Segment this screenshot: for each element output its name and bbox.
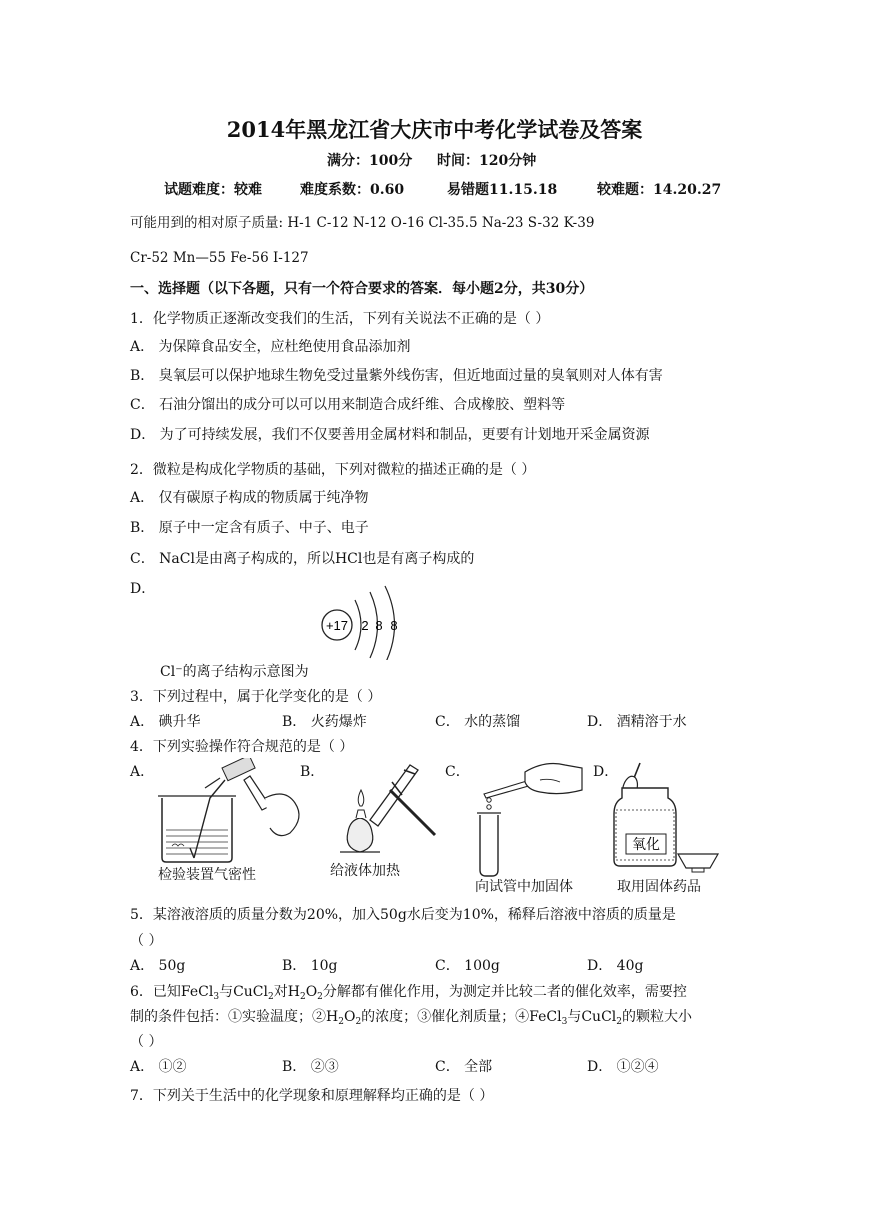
q1-option-b: B． 臭氧层可以保护地球生物免受过量紫外线伤害，但近地面过量的臭氧则对人体有害 xyxy=(130,368,663,384)
harder-questions: 较难题：14.20.27 xyxy=(597,182,722,198)
nucleus-charge: +17 xyxy=(325,618,349,633)
q4-stem: 4．下列实验操作符合规范的是（ ） xyxy=(130,739,354,755)
q6-conditions: 制的条件包括：①实验温度；$②H_2O_2$的浓度；③催化剂质量；④FeCl$_3$与CuCl$_2$的颗粒大小 xyxy=(130,1009,692,1027)
q7-stem: 7．下列关于生活中的化学现象和原理解释均正确的是（ ） xyxy=(130,1088,494,1104)
q1-option-a: A． 为保障食品安全，应杜绝使用食品添加剂 xyxy=(130,339,411,355)
take-solid-figure xyxy=(612,758,727,876)
easy-wrong-questions: 易错题11.15.18 xyxy=(447,182,558,198)
q3-option-d: D． 酒精溶于水 xyxy=(587,714,687,730)
q5-option-c: C． 100g xyxy=(435,958,500,974)
q6-option-c: C． 全部 xyxy=(435,1059,493,1075)
caption-heating: 给液体加热 xyxy=(330,863,400,879)
q1-stem: 1．化学物质正逐渐改变我们的生活，下列有关说法不正确的是（ ） xyxy=(130,311,550,327)
caption-take-solid: 取用固体药品 xyxy=(617,879,701,895)
q6-stem: 6．已知FeCl$_3$与CuCl$_2$对$H_2O_2$分解都有催化作用，为测定并比较二者的催化效率，需要控 xyxy=(130,984,687,1002)
section-heading: 一、选择题（以下各题，只有一个符合要求的答案．每小题2分，共30分） xyxy=(130,281,594,297)
q5-stem: 5．某溶液溶质的质量分数为20%，加入50g水后变为10%，稀释后溶液中溶质的质量是 xyxy=(130,907,676,923)
q6-option-b: B． ②③ xyxy=(282,1059,339,1075)
caption-add-solid: 向试管中加固体 xyxy=(475,879,573,895)
q5-option-d: D． 40g xyxy=(587,958,644,974)
q2-option-b: B． 原子中一定含有质子、中子、电子 xyxy=(130,520,369,536)
chloride-ion-diagram xyxy=(315,580,425,660)
q4-option-d: D． xyxy=(593,764,619,780)
shell-count-3: 8 xyxy=(390,618,398,633)
shell-count-2: 8 xyxy=(375,618,383,633)
q2-option-c: C． NaCl是由离子构成的，所以HCl也是有离子构成的 xyxy=(130,551,475,567)
q2-option-d: D． xyxy=(130,581,156,597)
q1-option-c: C． 石油分馏出的成分可以可以用来制造合成纤维、合成橡胶、塑料等 xyxy=(130,397,566,413)
shell-arc-1 xyxy=(355,600,361,650)
q3-option-a: A． 碘升华 xyxy=(130,714,201,730)
q6-option-d: D． ①②④ xyxy=(587,1059,659,1075)
heating-liquid-figure xyxy=(330,760,445,865)
difficulty: 试题难度：较难 xyxy=(164,182,262,198)
q5-option-b: B． 10g xyxy=(282,958,338,974)
page-title: 2014年黑龙江省大庆市中考化学试卷及答案 xyxy=(226,117,643,142)
atomic-mass-line2: Cr-52 Mn—55 Fe-56 I-127 xyxy=(130,250,309,266)
q3-option-c: C． 水的蒸馏 xyxy=(435,714,521,730)
q3-stem: 3．下列过程中，属于化学变化的是（ ） xyxy=(130,689,382,705)
q4-option-b: B． xyxy=(300,764,325,780)
q5-option-a: A． 50g xyxy=(130,958,186,974)
atomic-mass-line1: 可能用到的相对原子质量: H-1 C-12 N-12 O-16 Cl-35.5 Na-23 S-32 K-39 xyxy=(130,215,595,231)
q2-stem: 2．微粒是构成化学物质的基础，下列对微粒的描述正确的是（ ） xyxy=(130,462,536,478)
q6-option-a: A． ①② xyxy=(130,1059,187,1075)
reagent-label: 氧化 xyxy=(632,837,660,853)
full-score: 满分：100分 xyxy=(327,153,413,169)
q2-option-a: A． 仅有碳原子构成的物质属于纯净物 xyxy=(130,490,369,506)
q5-paren: （ ） xyxy=(130,933,163,949)
airtightness-check-figure xyxy=(150,758,310,868)
difficulty-coefficient: 难度系数：0.60 xyxy=(300,182,405,198)
shell-count-1: 2 xyxy=(361,618,369,633)
q1-option-d: D． 为了可持续发展，我们不仅要善用金属材料和制品，更要有计划地开采金属资源 xyxy=(130,427,650,443)
q4-option-a: A． xyxy=(130,764,155,780)
exam-time: 时间：120分钟 xyxy=(437,153,537,169)
q3-option-b: B． 火药爆炸 xyxy=(282,714,367,730)
caption-airtightness: 检验装置气密性 xyxy=(158,867,256,883)
add-solid-figure xyxy=(470,760,585,878)
q4-option-c: C． xyxy=(445,764,470,780)
q6-paren: （ ） xyxy=(130,1034,163,1050)
ion-caption: Cl⁻的离子结构示意图为 xyxy=(160,664,309,680)
